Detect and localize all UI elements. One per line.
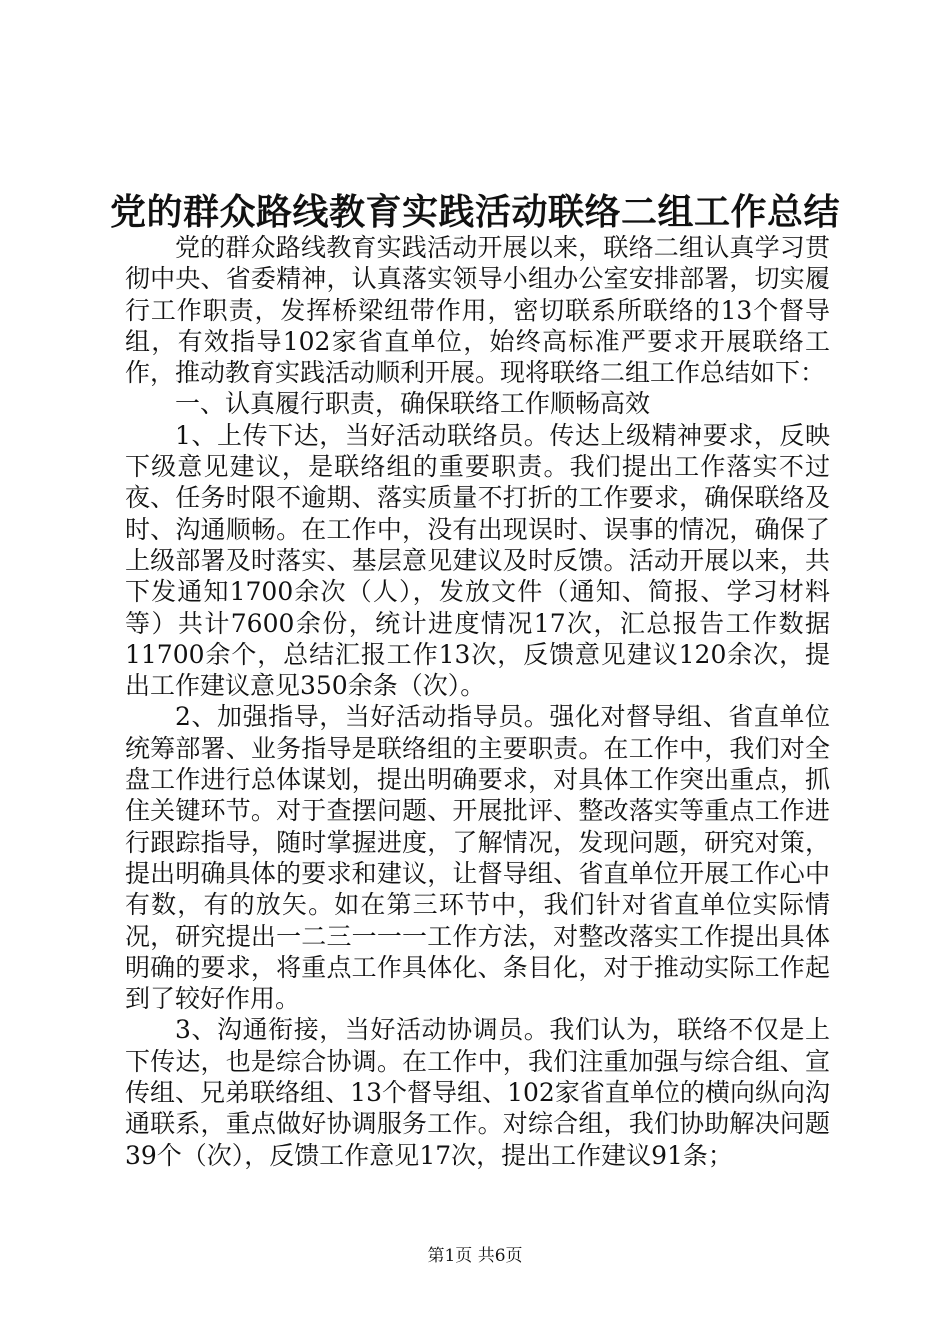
page-footer: 第1页 共6页 <box>427 1246 523 1266</box>
paragraph-guidance: 2、加强指导，当好活动指导员。强化对督导组、省直单位统筹部署、业务指导是联络组的主要职责。在工作中，我们对全盘工作进行总体谋划，提出明确要求，对具体工作突出重点，抓住关键环节。对于查摆问题、开展批评、整改落实等重点工作进行跟踪指导，随时掌握进度，了解情况，发现问题，研究对策，提出明确具体的要求和建议，让督导组、省直单位开展工作心中有数，有的放矢。如在第三环节中，我们针对省直单位实际情况，研究提出一二三一一一工作方法，对整改落实工作提出具体明确的要求，将重点工作具体化、条目化，对于推动实际工作起到了较好作用。 <box>125 702 830 1014</box>
document-body <box>125 232 830 1171</box>
section-heading-1: 一、认真履行职责，确保联络工作顺畅高效 <box>175 389 651 419</box>
paragraph-liaison: 1、上传下达，当好活动联络员。传达上级精神要求，反映下级意见建议，是联络组的重要职责。我们提出工作落实不过夜、任务时限不逾期、落实质量不打折的工作要求，确保联络及时、沟通顺畅。在工作中，没有出现误时、误事的情况，确保了上级部署及时落实、基层意见建议及时反馈。活动开展以来，共下发通知1700余次（人），发放文件（通知、简报、学习材料等）共计7600余份，统计进度情况17次，汇总报告工作数据11700余个，总结汇报工作13次，反馈意见建议120余次，提出工作建议意见350余条（次）。 <box>125 420 830 701</box>
document-title: 党的群众路线教育实践活动联络二组工作总结 <box>109 191 840 233</box>
intro-paragraph: 党的群众路线教育实践活动开展以来，联络二组认真学习贯彻中央、省委精神，认真落实领导小组办公室安排部署，切实履行工作职责，发挥桥梁纽带作用，密切联系所联络的13个督导组，有效指导102家省直单位，始终高标准严要求开展联络工作，推动教育实践活动顺利开展。现将联络二组工作总结如下： <box>125 233 830 388</box>
paragraph-coordination: 3、沟通衔接，当好活动协调员。我们认为，联络不仅是上下传达，也是综合协调。在工作中，我们注重加强与综合组、宣传组、兄弟联络组、13个督导组、102家省直单位的横向纵向沟通联系，重点做好协调服务工作。对综合组，我们协助解决问题39个（次），反馈工作意见17次，提出工作建议91条； <box>125 1015 830 1170</box>
